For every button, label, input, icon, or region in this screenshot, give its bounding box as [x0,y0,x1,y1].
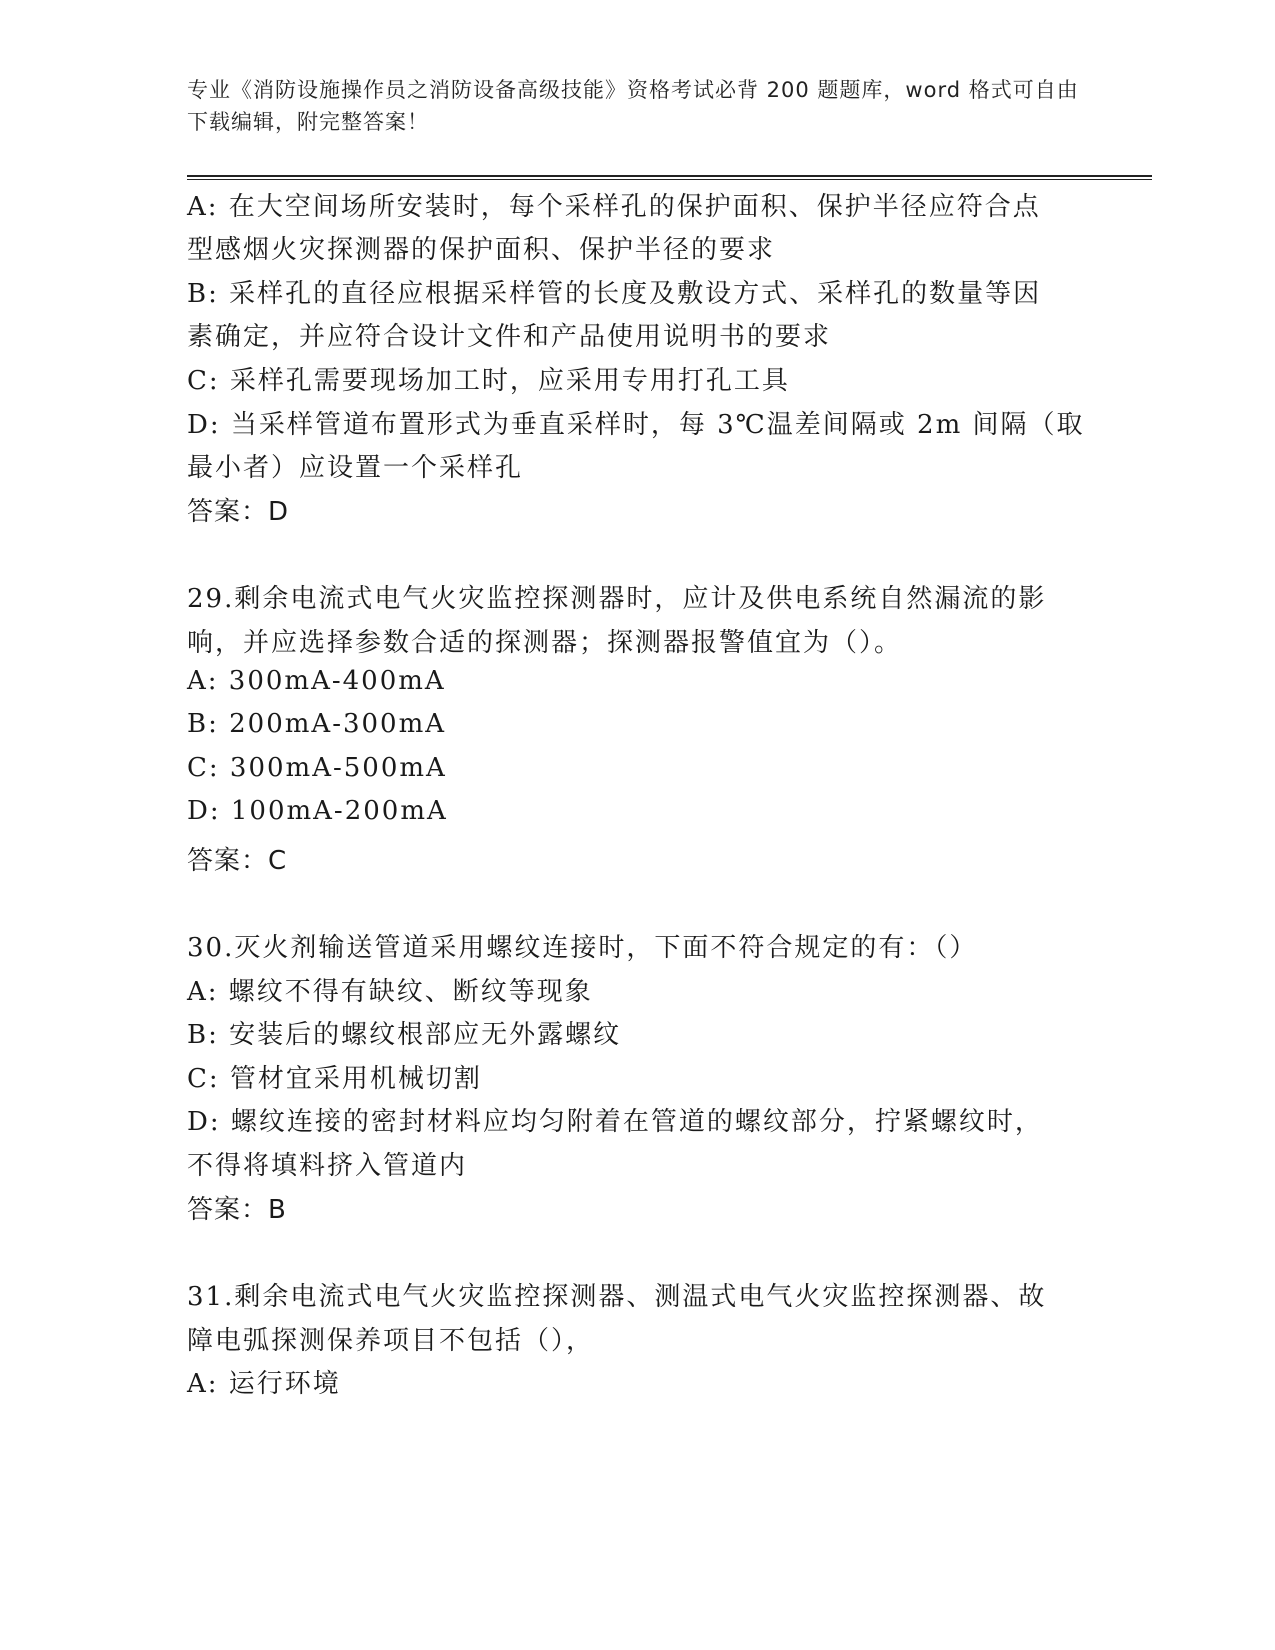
header-divider [187,175,1152,180]
q28-option-c: C: 采样孔需要现场加工时，应采用专用打孔工具 [187,366,790,396]
q31-option-a: A: 运行环境 [187,1369,341,1399]
q30-option-c: C: 管材宜采用机械切割 [187,1064,482,1094]
q28-option-d-line2: 最小者）应设置一个采样孔 [187,453,524,483]
q29-stem-line2: 响，并应选择参数合适的探测器；探测器报警值宜为（）。 [187,628,903,658]
q28-option-d-line1: D: 当采样管道布置形式为垂直采样时，每 3℃温差间隔或 2m 间隔（取 [187,410,1085,440]
q30-stem: 30.灭火剂输送管道采用螺纹连接时，下面不符合规定的有：（） [187,933,978,963]
q30-option-a: A: 螺纹不得有缺纹、断纹等现象 [187,977,593,1007]
q30-option-d-line1: D: 螺纹连接的密封材料应均匀附着在管道的螺纹部分，拧紧螺纹时， [187,1107,1043,1137]
q30-answer: 答案：B [187,1195,287,1225]
document-header: 专业《消防设施操作员之消防设备高级技能》资格考试必背 200 题题库，word 格式可自由下载编辑，附完整答案！ [187,78,1079,134]
q31-stem-line2: 障电弧探测保养项目不包括（）， [187,1326,595,1356]
q29-option-d: D: 100mA-200mA [187,796,448,826]
q30-option-b: B: 安装后的螺纹根部应无外露螺纹 [187,1020,622,1050]
q29-option-b: B: 200mA-300mA [187,709,447,739]
q29-answer: 答案：C [187,846,288,876]
q28-answer: 答案：D [187,497,290,527]
q31-stem-line1: 31.剩余电流式电气火灾监控探测器、测温式电气火灾监控探测器、故 [187,1282,1047,1312]
q28-option-a-line2: 型感烟火灾探测器的保护面积、保护半径的要求 [187,235,776,265]
q29-option-c: C: 300mA-500mA [187,753,447,783]
q28-option-a-line1: A: 在大空间场所安装时，每个采样孔的保护面积、保护半径应符合点 [187,192,1041,222]
q29-stem-line1: 29.剩余电流式电气火灾监控探测器时，应计及供电系统自然漏流的影 [187,584,1047,614]
q29-option-a: A: 300mA-400mA [187,666,446,696]
q28-option-b-line2: 素确定，并应符合设计文件和产品使用说明书的要求 [187,322,832,352]
q28-option-b-line1: B: 采样孔的直径应根据采样管的长度及敷设方式、采样孔的数量等因 [187,279,1042,309]
q30-option-d-line2: 不得将填料挤入管道内 [187,1151,468,1181]
